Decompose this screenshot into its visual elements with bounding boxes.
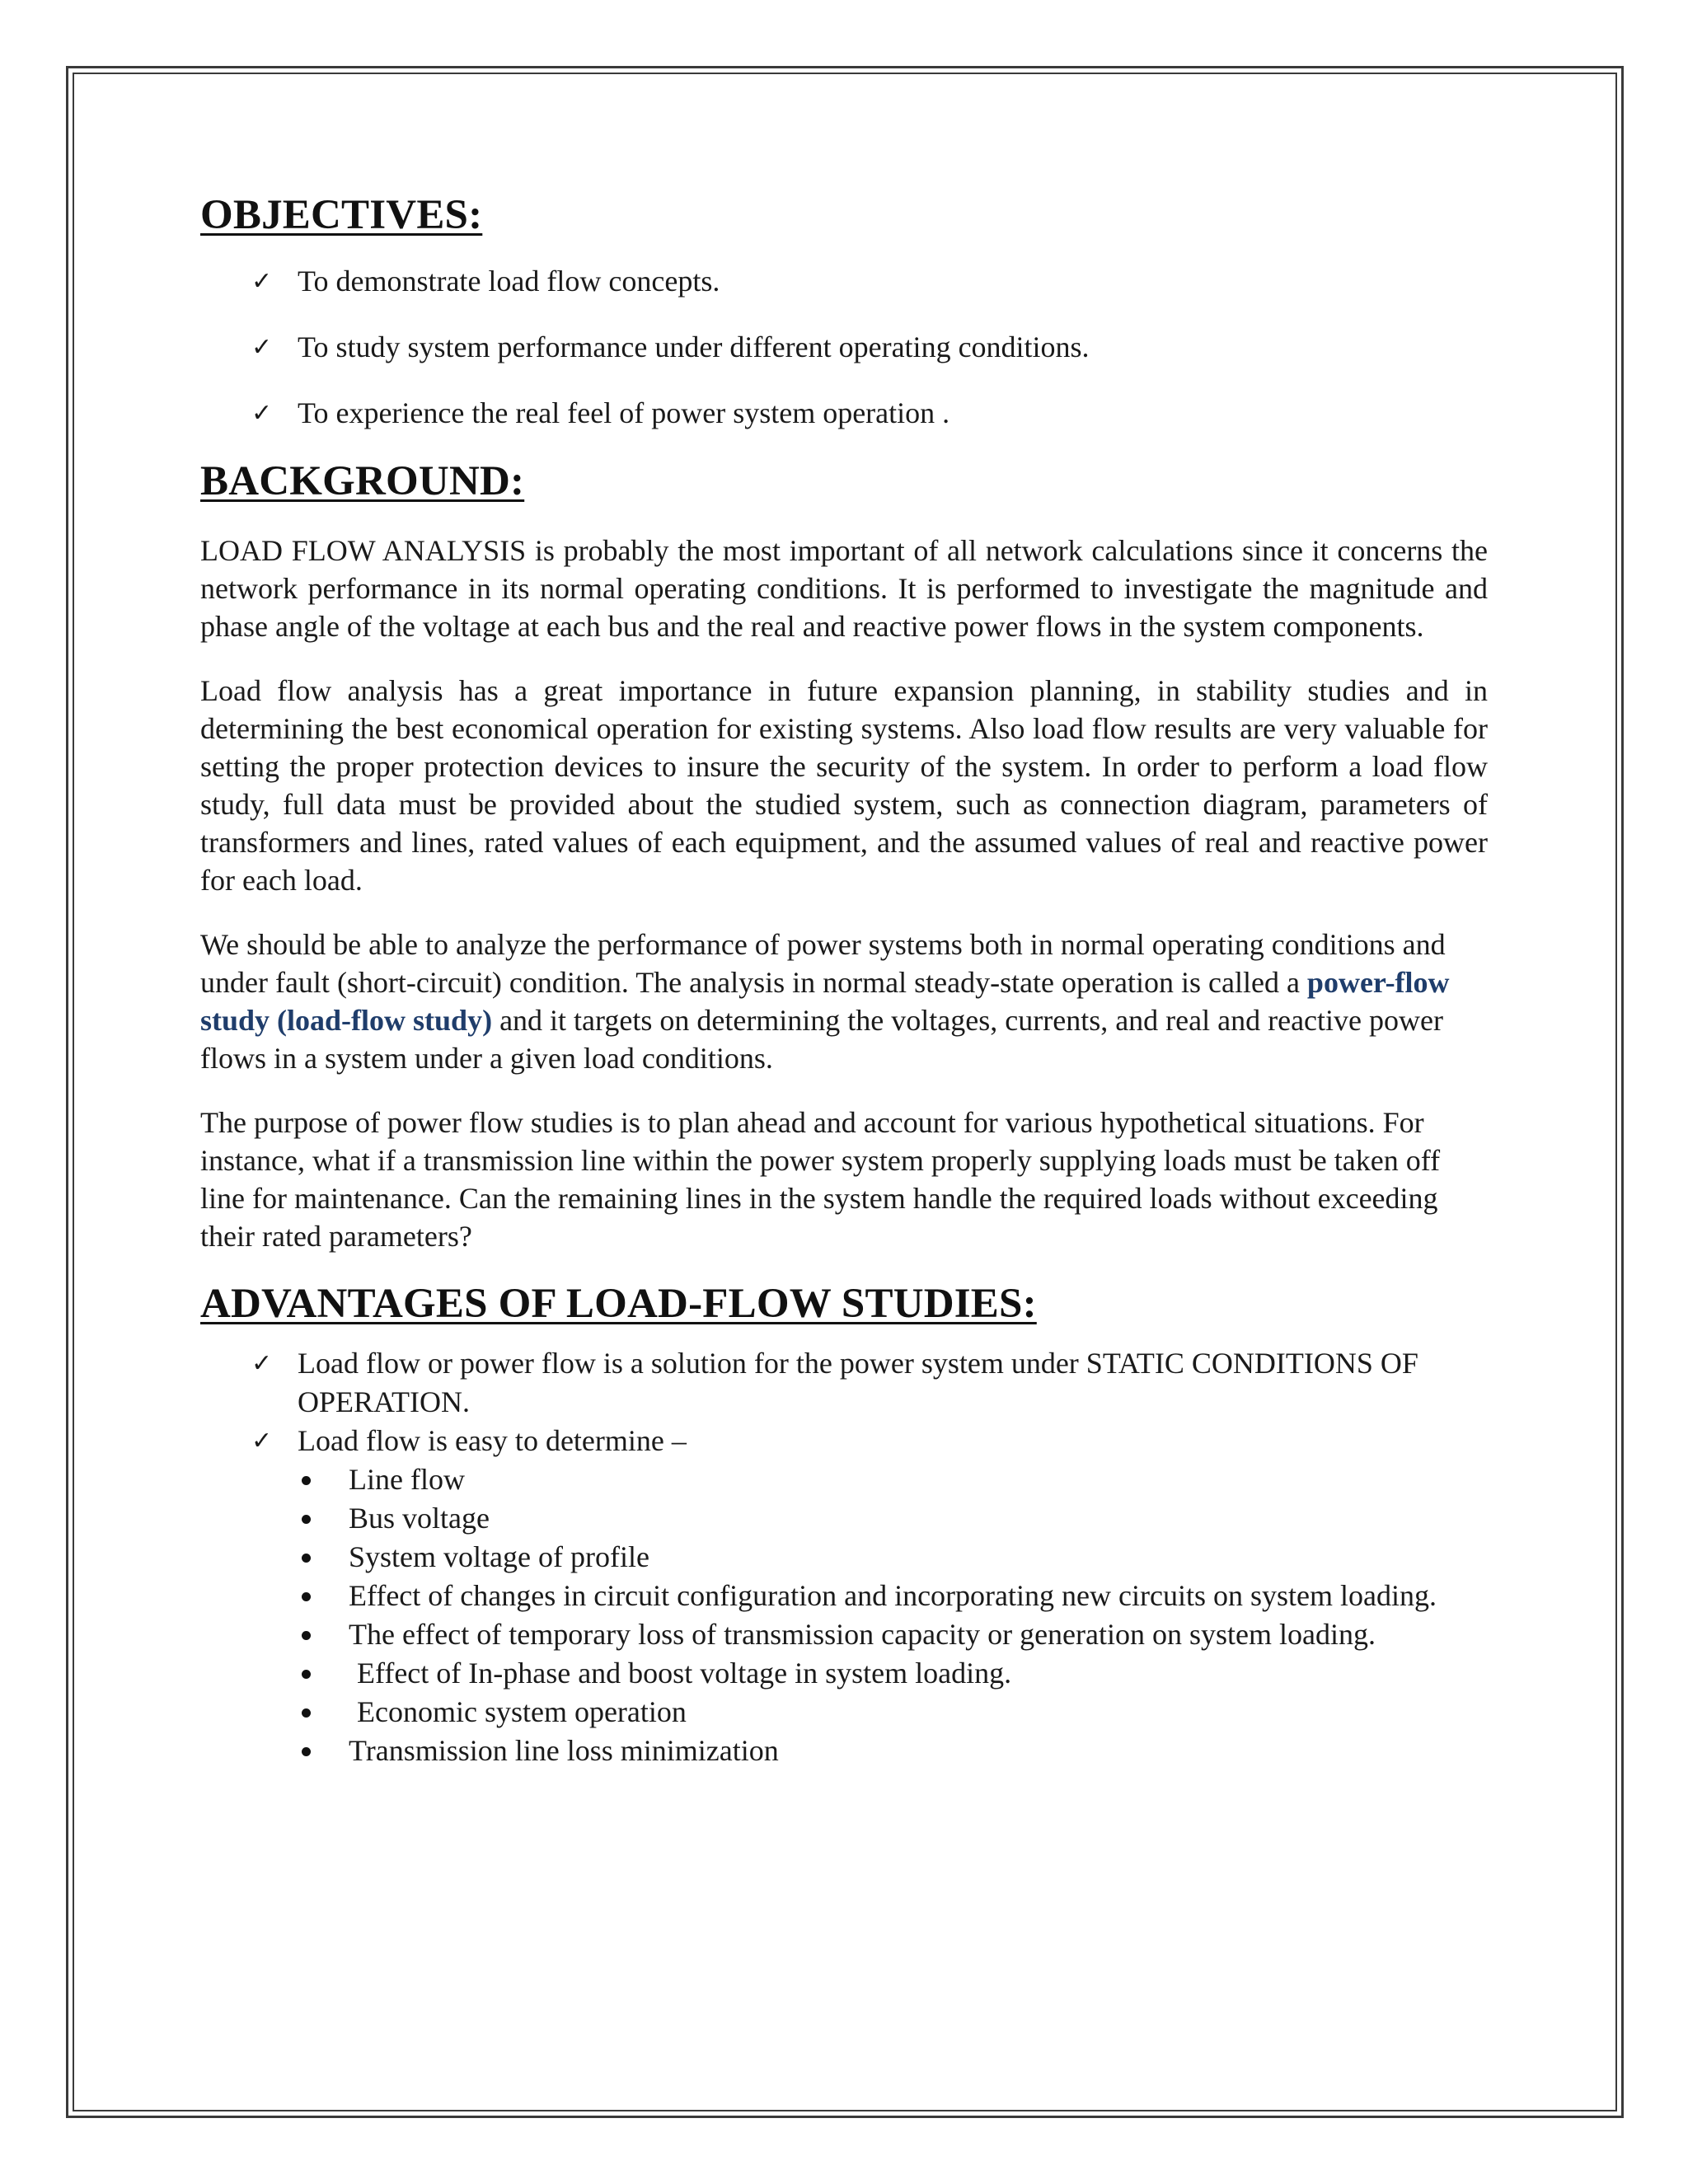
advantage-text: Load flow or power flow is a solution for the power system under STATIC CONDITIONS OF OPERATION. [298, 1347, 1418, 1418]
bullet-text: The effect of temporary loss of transmission capacity or generation on system loading. [349, 1618, 1376, 1651]
bullet-dot-icon [302, 1592, 311, 1601]
background-paragraph-3 [200, 926, 1488, 1077]
bullet-item [200, 1615, 1488, 1654]
bullet-dot-icon [302, 1747, 311, 1756]
power-flow-study-link[interactable]: power-flow study (load-flow study) [200, 966, 1450, 1037]
advantages-bullet-list [200, 1460, 1488, 1770]
objectives-heading: OBJECTIVES: [200, 192, 483, 238]
background-paragraph-4: The purpose of power flow studies is to plan ahead and account for various hypothetical situations. For instance, what if a transmission line within the power system properly supplying loads must be taken off line for maintenance. Can the remaining lines in the system handle the required loads without exceeding their rated parameters? [200, 1106, 1441, 1253]
advantage-text: Load flow is easy to determine – [298, 1424, 687, 1457]
paragraph-3-text-before: We should be able to analyze the performance of power systems both in normal operating conditions and under fault (short-circuit) condition. The analysis in normal steady-state operation is called a [200, 928, 1446, 999]
background-paragraph-1: LOAD FLOW ANALYSIS is probably the most important of all network calculations since it concerns the network performance in its normal operating conditions. It is performed to investigate the magnitude and phase angle of the voltage at each bus and the real and reactive power flows in the system components. [200, 534, 1488, 643]
checkmark-icon: ✓ [251, 1349, 273, 1378]
document-body [200, 188, 1488, 1770]
advantage-item [200, 1422, 1488, 1460]
bullet-text: System voltage of profile [349, 1540, 649, 1573]
bullet-dot-icon [302, 1670, 311, 1679]
bullet-text: Effect of changes in circuit configuration and incorporating new circuits on system loading. [349, 1579, 1437, 1612]
bullet-item [200, 1732, 1488, 1770]
bullet-dot-icon [302, 1708, 311, 1718]
background-heading: BACKGROUND: [200, 458, 525, 504]
bullet-text: Effect of In-phase and boost voltage in system loading. [357, 1657, 1012, 1690]
bullet-item [200, 1538, 1488, 1577]
paragraph-3-text-after: and it targets on determining the voltages, currents, and real and reactive power flows in a system under a given load conditions. [200, 1004, 1443, 1075]
bullet-item [200, 1577, 1488, 1615]
bullet-item [200, 1499, 1488, 1538]
bullet-dot-icon [302, 1476, 311, 1485]
objective-item [200, 394, 1488, 433]
bullet-text: Transmission line loss minimization [349, 1734, 779, 1767]
objective-text: To demonstrate load flow concepts. [298, 265, 720, 298]
objective-text: To experience the real feel of power system operation . [298, 396, 950, 429]
bullet-item [200, 1654, 1488, 1693]
checkmark-icon: ✓ [251, 1427, 273, 1455]
bullet-item [200, 1460, 1488, 1499]
bullet-dot-icon [302, 1631, 311, 1640]
bullet-text: Economic system operation [357, 1695, 687, 1728]
checkmark-icon: ✓ [251, 333, 273, 362]
objectives-list [200, 262, 1488, 433]
advantage-item [200, 1344, 1488, 1422]
background-paragraph-2: Load flow analysis has a great importance in future expansion planning, in stability studies and in determining the best economical operation for existing systems. Also load flow results are very valuable for setting the proper protection devices to insure the security of the system. In order to perform a load flow study, full data must be provided about the studied system, such as connection diagram, parameters of transformers and lines, rated values of each equipment, and the assumed values of real and reactive power for each load. [200, 674, 1488, 897]
objective-item [200, 328, 1488, 367]
advantages-list [200, 1344, 1488, 1460]
bullet-item [200, 1693, 1488, 1732]
checkmark-icon: ✓ [251, 399, 273, 428]
advantages-heading: ADVANTAGES OF LOAD-FLOW STUDIES: [200, 1281, 1037, 1327]
checkmark-icon: ✓ [251, 267, 273, 296]
bullet-dot-icon [302, 1515, 311, 1524]
bullet-text: Bus voltage [349, 1502, 490, 1535]
objective-text: To study system performance under different operating conditions. [298, 330, 1090, 363]
bullet-dot-icon [302, 1554, 311, 1563]
bullet-text: Line flow [349, 1463, 465, 1496]
objective-item [200, 262, 1488, 301]
